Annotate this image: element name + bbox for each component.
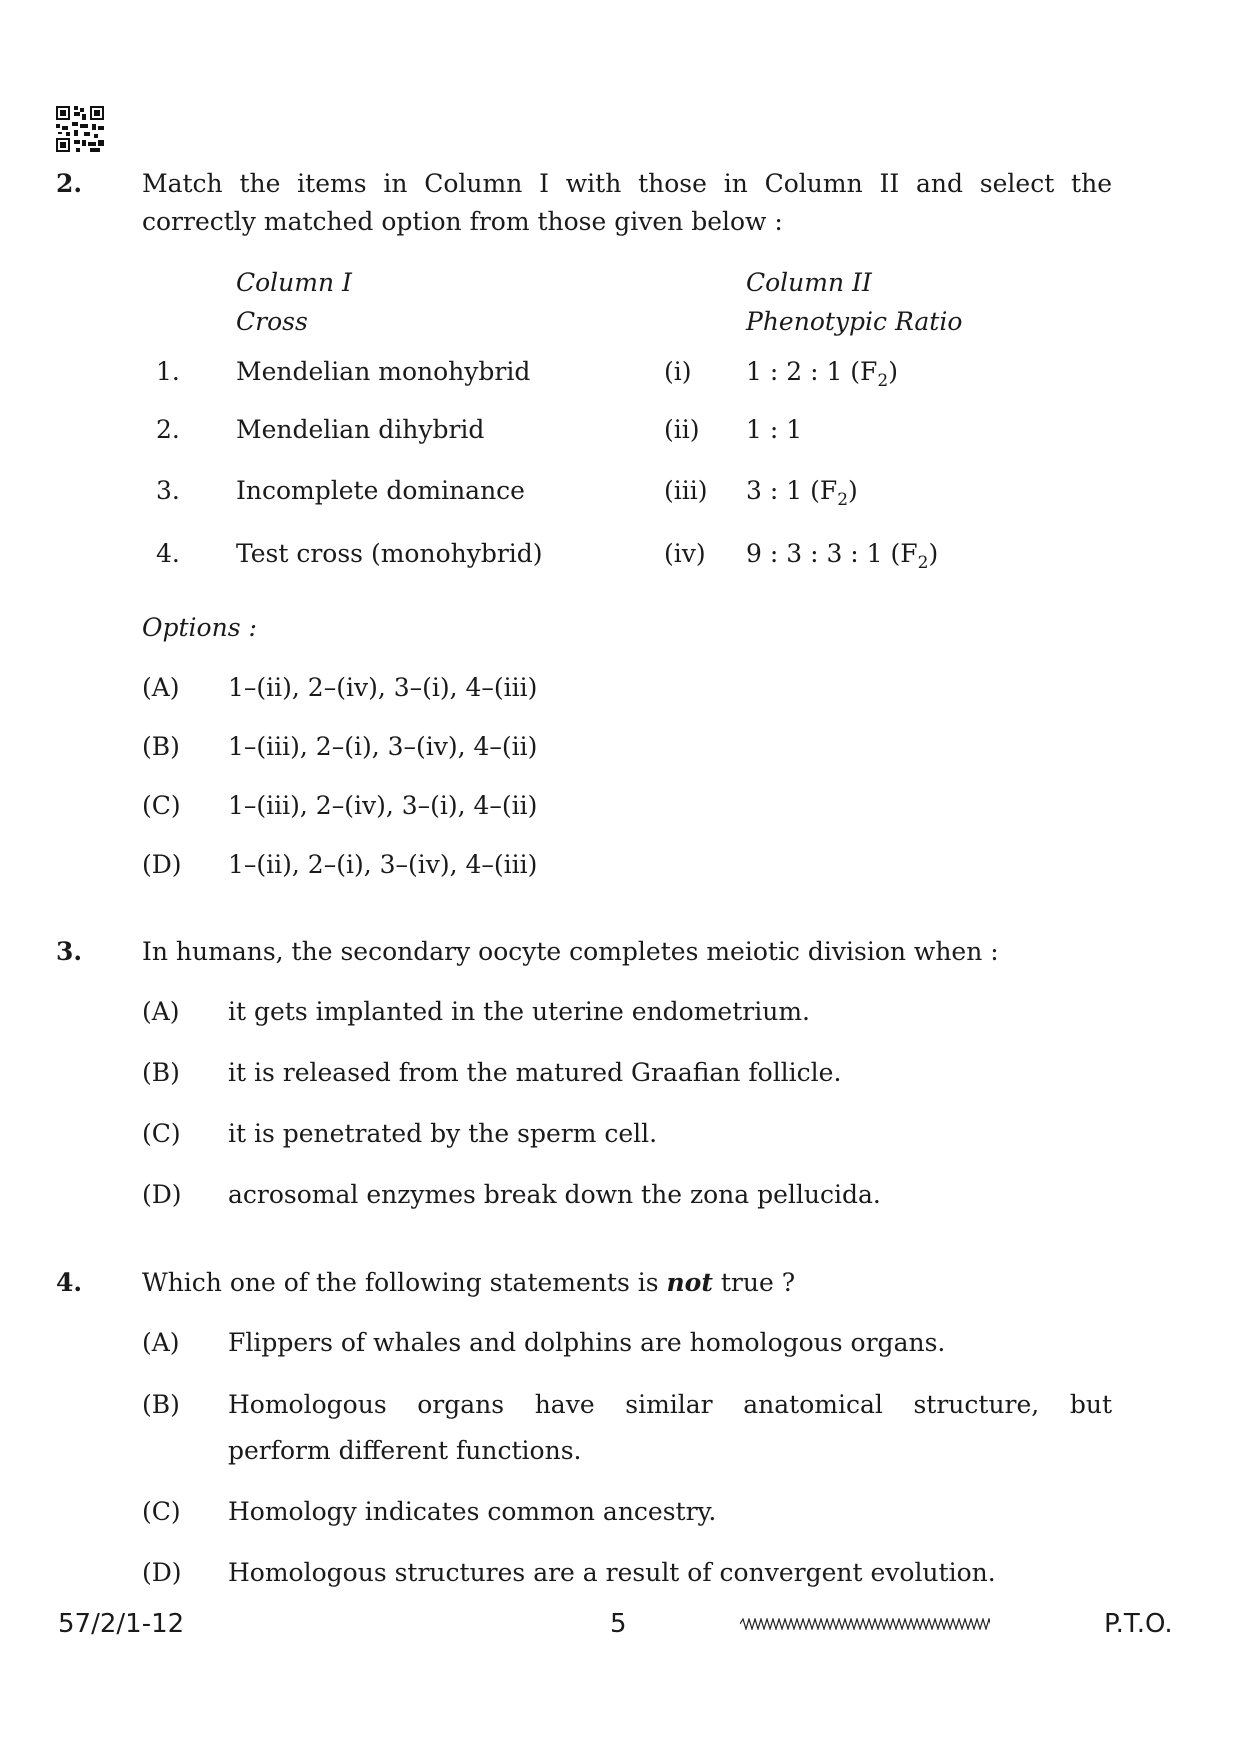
option-text: 1–(ii), 2–(i), 3–(iv), 4–(iii) <box>228 850 538 879</box>
row-number: 4. <box>156 539 180 568</box>
option-text-continued: perform different functions. <box>228 1436 582 1465</box>
option-text: Homologous organs have similar anatomical structure, but <box>228 1390 1112 1419</box>
option-letter: (B) <box>142 1058 180 1087</box>
column-2-title: Column II <box>746 268 872 297</box>
question-number: 2. <box>56 169 83 198</box>
question-4-text: Which one of the following statements is not true ? <box>142 1268 796 1297</box>
row-number: 1. <box>156 357 180 386</box>
ratio-cell: 9 : 3 : 3 : 1 $(F_2)$ <box>746 539 939 573</box>
cross-cell: Mendelian dihybrid <box>236 415 485 444</box>
option-text: 1–(iii), 2–(iv), 3–(i), 4–(ii) <box>228 791 538 820</box>
option-letter: (A) <box>142 997 180 1026</box>
option-text: Flippers of whales and dolphins are homologous organs. <box>228 1328 946 1357</box>
options-label: Options : <box>142 613 257 642</box>
qr-code-icon <box>56 106 104 152</box>
option-text: 1–(ii), 2–(iv), 3–(i), 4–(iii) <box>228 673 538 702</box>
roman-numeral: (ii) <box>664 415 700 444</box>
question-2-line-1: Match the items in Column I with those in Column II and select the <box>142 169 1112 198</box>
pto-label: P.T.O. <box>1104 1609 1173 1639</box>
option-letter: (C) <box>142 1119 181 1148</box>
option-text: it is penetrated by the sperm cell. <box>228 1119 658 1148</box>
option-text: Homology indicates common ancestry. <box>228 1497 717 1526</box>
question-number: 4. <box>56 1268 83 1297</box>
option-letter: (A) <box>142 673 180 702</box>
cross-cell: Incomplete dominance <box>236 476 525 505</box>
cross-cell: Mendelian monohybrid <box>236 357 531 386</box>
roman-numeral: (iv) <box>664 539 706 568</box>
column-1-title: Column I <box>236 268 352 297</box>
roman-numeral: (iii) <box>664 476 708 505</box>
option-letter: (B) <box>142 732 180 761</box>
option-letter: (C) <box>142 1497 181 1526</box>
question-3-text: In humans, the secondary oocyte completes meiotic division when : <box>142 937 999 966</box>
row-number: 3. <box>156 476 180 505</box>
column-1-subtitle: Cross <box>236 307 308 336</box>
option-text: 1–(iii), 2–(i), 3–(iv), 4–(ii) <box>228 732 538 761</box>
option-text: it is released from the matured Graafian follicle. <box>228 1058 842 1087</box>
ratio-cell: 1 : 2 : 1 $(F_2)$ <box>746 357 898 391</box>
option-letter: (A) <box>142 1328 180 1357</box>
column-2-subtitle: Phenotypic Ratio <box>746 307 963 336</box>
option-letter: (C) <box>142 791 181 820</box>
ratio-cell: 3 : 1 $(F_2)$ <box>746 476 858 510</box>
option-letter: (D) <box>142 1180 182 1209</box>
option-text: it gets implanted in the uterine endometrium. <box>228 997 810 1026</box>
option-text: acrosomal enzymes break down the zona pellucida. <box>228 1180 881 1209</box>
option-letter: (B) <box>142 1390 180 1419</box>
option-letter: (D) <box>142 1558 182 1587</box>
cross-cell: Test cross (monohybrid) <box>236 539 543 568</box>
question-number: 3. <box>56 937 83 966</box>
ratio-cell: 1 : 1 <box>746 415 803 444</box>
question-2-line-2: correctly matched option from those given below : <box>142 207 783 236</box>
page-number: 5 <box>610 1609 627 1639</box>
row-number: 2. <box>156 415 180 444</box>
option-letter: (D) <box>142 850 182 879</box>
wavy-line-divider <box>740 1618 990 1630</box>
roman-numeral: (i) <box>664 357 692 386</box>
paper-code: 57/2/1-12 <box>58 1609 185 1639</box>
option-text: Homologous structures are a result of convergent evolution. <box>228 1558 996 1587</box>
